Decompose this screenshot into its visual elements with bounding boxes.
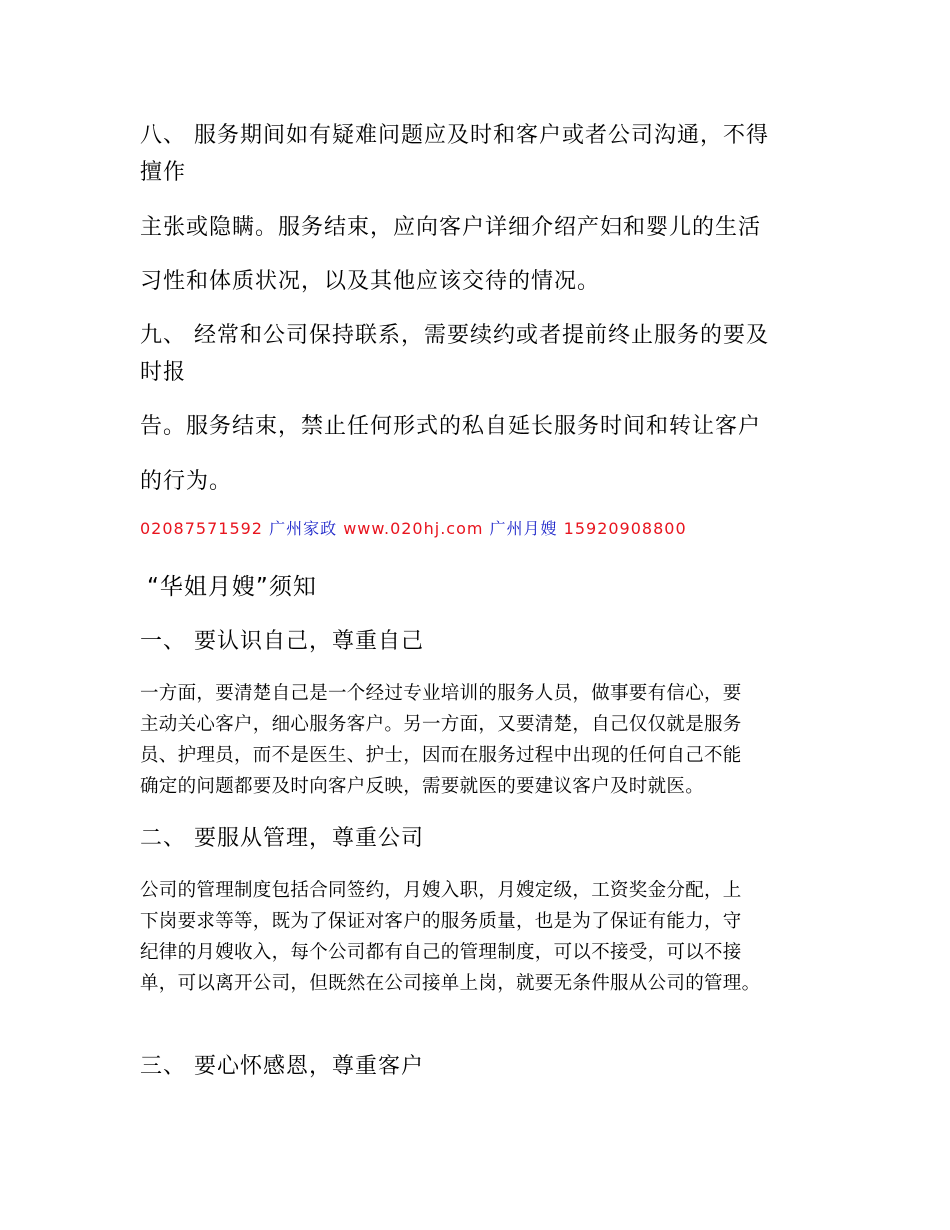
item-2-paragraph-line: 单，可以离开公司，但既然在公司接单上岗，就要无条件服从公司的管理。 — [140, 973, 761, 994]
item-1-paragraph-line: 主动关心客户，细心服务客户。另一方面，又要清楚，自己仅仅就是服务 — [140, 714, 742, 735]
contact-website[interactable]: www.020hj.com — [343, 519, 484, 538]
contact-phone-2: 15920908800 — [563, 519, 687, 538]
item-2-paragraph-line: 纪律的月嫂收入，每个公司都有自己的管理制度，可以不接受，可以不接 — [140, 942, 742, 963]
item-1-paragraph-line: 确定的问题都要及时向客户反映，需要就医的要建议客户及时就医。 — [140, 776, 705, 797]
section-9-line-4: 的行为。 — [140, 469, 233, 494]
item-1-paragraph-line: 一方面，要清楚自己是一个经过专业培训的服务人员，做事要有信心，要 — [140, 683, 742, 704]
document-title: “华姐月嫂”须知 — [147, 574, 317, 600]
contact-line — [140, 516, 687, 539]
item-3-heading: 三、 要心怀感恩，尊重客户 — [140, 1054, 424, 1079]
section-9-line-3: 告。服务结束，禁止任何形式的私自延长服务时间和转让客户 — [140, 414, 762, 439]
item-2-paragraph-line: 公司的管理制度包括合同签约，月嫂入职，月嫂定级，工资奖金分配，上 — [140, 880, 742, 901]
section-8-line-4: 习性和体质状况，以及其他应该交待的情况。 — [140, 269, 601, 294]
section-8-line-3: 主张或隐瞒。服务结束，应向客户详细介绍产妇和婴儿的生活 — [140, 215, 762, 240]
section-8-line-1: 八、 服务期间如有疑难问题应及时和客户或者公司沟通，不得 — [140, 123, 769, 148]
section-9-line-2: 时报 — [140, 360, 187, 385]
item-1-paragraph-line: 员、护理员，而不是医生、护士，因而在服务过程中出现的任何自己不能 — [140, 745, 742, 766]
contact-label-housekeeping[interactable]: 广州家政 — [269, 519, 338, 538]
item-1-heading: 一、 要认识自己，尊重自己 — [140, 629, 424, 654]
contact-phone-1: 02087571592 — [140, 519, 263, 538]
section-8-line-2: 擅作 — [140, 160, 187, 185]
item-2-heading: 二、 要服从管理，尊重公司 — [140, 826, 424, 851]
section-9-line-1: 九、 经常和公司保持联系，需要续约或者提前终止服务的要及 — [140, 323, 769, 348]
item-2-paragraph-line: 下岗要求等等，既为了保证对客户的服务质量，也是为了保证有能力，守 — [140, 911, 742, 932]
contact-label-maternity[interactable]: 广州月嫂 — [489, 519, 558, 538]
